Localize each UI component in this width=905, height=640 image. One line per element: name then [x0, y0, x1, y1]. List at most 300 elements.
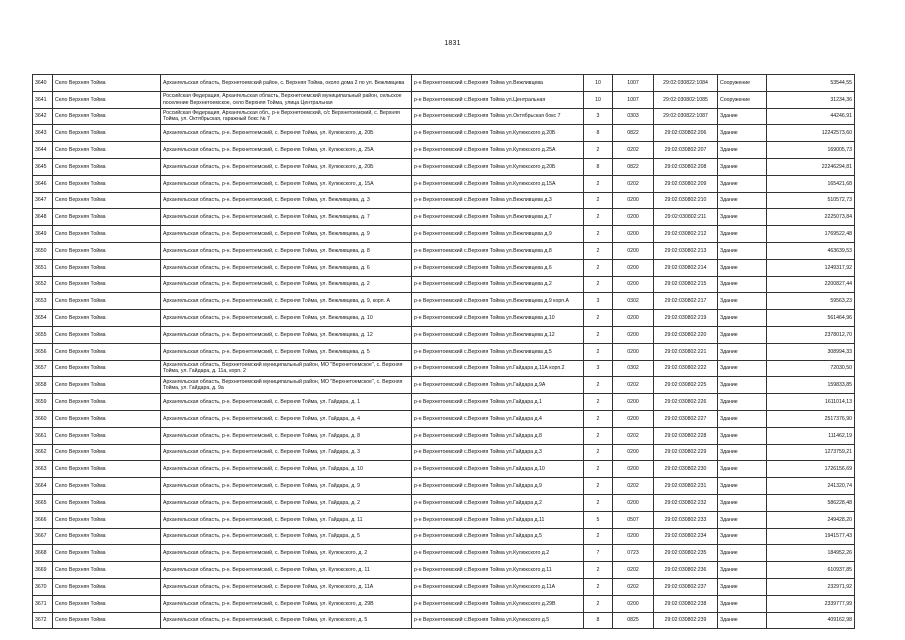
- table-row: [33, 242, 855, 259]
- cadastral-value-cell: 184952,26: [767, 545, 855, 562]
- address-alt-cell: р-н Верхнетоемский с.Верхняя Тойма ул.Кулюкского д.2: [412, 545, 584, 562]
- address-cell: Архангельская область, р-н. Верхнетоемский, с. Верхняя Тойма, ул. Гайдара, д. 5: [161, 528, 412, 545]
- object-type-cell: Здание: [718, 276, 767, 293]
- row-number: 3666: [33, 511, 53, 528]
- object-type-cell: Здание: [718, 310, 767, 327]
- row-number: 3655: [33, 326, 53, 343]
- cadastral-value-cell: 1941577,43: [767, 528, 855, 545]
- address-alt-cell: р-н Верхнетоемский с.Верхняя Тойма ул.Кулюкского д.5: [412, 612, 584, 629]
- address-alt-cell: р-н Верхнетоемский с.Верхняя Тойма ул.Вежливцева д.6: [412, 259, 584, 276]
- object-type-cell: Здание: [718, 377, 767, 394]
- settlement-name: Село Верхняя Тойма: [53, 209, 161, 226]
- table-row: [33, 427, 855, 444]
- row-number: 3648: [33, 209, 53, 226]
- table-row: [33, 326, 855, 343]
- code-cell: 2: [584, 209, 613, 226]
- code-cell: 2: [584, 410, 613, 427]
- settlement-name: Село Верхняя Тойма: [53, 612, 161, 629]
- type-code-cell: 0202: [613, 377, 654, 394]
- settlement-name: Село Верхняя Тойма: [53, 158, 161, 175]
- code-cell: 2: [584, 461, 613, 478]
- cadastral-number-cell: 29:02:030802:215: [654, 276, 718, 293]
- row-number: 3672: [33, 612, 53, 629]
- row-number: 3663: [33, 461, 53, 478]
- cadastral-value-cell: 165421,68: [767, 175, 855, 192]
- address-cell: Архангельская область, р-н. Верхнетоемский, с. Верхняя Тойма, ул. Гайдара, д. 4: [161, 410, 412, 427]
- cadastral-value-cell: 72030,50: [767, 360, 855, 377]
- table-row: [33, 461, 855, 478]
- address-alt-cell: р-н Верхнетоемский с.Верхняя Тойма ул.Кулюкского д.11А: [412, 578, 584, 595]
- object-type-cell: Здание: [718, 578, 767, 595]
- cadastral-number-cell: 29:02:030802:214: [654, 259, 718, 276]
- table-row: [33, 91, 855, 108]
- code-cell: 2: [584, 242, 613, 259]
- cadastral-number-cell: 29:02:030802:222: [654, 360, 718, 377]
- object-type-cell: Здание: [718, 242, 767, 259]
- address-alt-cell: р-н Верхнетоемский с.Верхняя Тойма ул.Гайдара д.1: [412, 394, 584, 411]
- address-alt-cell: р-н Верхнетоемский с.Верхняя Тойма ул.Гайдара д.11: [412, 511, 584, 528]
- settlement-name: Село Верхняя Тойма: [53, 276, 161, 293]
- cadastral-value-cell: 510572,73: [767, 192, 855, 209]
- address-alt-cell: р-н Верхнетоемский с.Верхняя Тойма ул.Кулюкского д.20Б: [412, 158, 584, 175]
- cadastral-number-cell: 29:02:030802:229: [654, 444, 718, 461]
- address-alt-cell: р-н Верхнетоемский с.Верхняя Тойма ул.Октябрьская бокс 7: [412, 108, 584, 125]
- code-cell: 2: [584, 192, 613, 209]
- table-row: [33, 595, 855, 612]
- cadastral-number-cell: 29:02:030802:238: [654, 595, 718, 612]
- settlement-name: Село Верхняя Тойма: [53, 595, 161, 612]
- type-code-cell: 0200: [613, 343, 654, 360]
- cadastral-number-cell: 29:02:030802:209: [654, 175, 718, 192]
- row-number: 3651: [33, 259, 53, 276]
- type-code-cell: 0200: [613, 326, 654, 343]
- table-row: [33, 394, 855, 411]
- object-type-cell: Здание: [718, 528, 767, 545]
- cadastral-value-cell: 44246,91: [767, 108, 855, 125]
- code-cell: 2: [584, 494, 613, 511]
- type-code-cell: 0200: [613, 276, 654, 293]
- address-cell: Архангельская область, р-н. Верхнетоемский, с. Верхняя Тойма, ул. Гайдара, д. 9: [161, 478, 412, 495]
- address-cell: Архангельская область, р-н. Верхнетоемский, с. Верхняя Тойма, ул. Гайдара, д. 11: [161, 511, 412, 528]
- row-number: 3661: [33, 427, 53, 444]
- settlement-name: Село Верхняя Тойма: [53, 142, 161, 159]
- code-cell: 2: [584, 326, 613, 343]
- cadastral-value-cell: 12242573,60: [767, 125, 855, 142]
- object-type-cell: Здание: [718, 612, 767, 629]
- cadastral-value-cell: 2339777,99: [767, 595, 855, 612]
- address-alt-cell: р-н Верхнетоемский с.Верхняя Тойма ул.Вежливцева д.9 корп.А: [412, 293, 584, 310]
- address-cell: Архангельская область, р-н. Верхнетоемский, с. Верхняя Тойма, ул. Гайдара, д. 3: [161, 444, 412, 461]
- settlement-name: Село Верхняя Тойма: [53, 360, 161, 377]
- table-row: [33, 494, 855, 511]
- code-cell: 10: [584, 91, 613, 108]
- object-type-cell: Здание: [718, 259, 767, 276]
- cadastral-value-cell: 241320,74: [767, 478, 855, 495]
- settlement-name: Село Верхняя Тойма: [53, 410, 161, 427]
- object-type-cell: Здание: [718, 394, 767, 411]
- code-cell: 3: [584, 360, 613, 377]
- cadastral-value-cell: 1611014,13: [767, 394, 855, 411]
- address-cell: Архангельская область, р-н. Верхнетоемский, с. Верхняя Тойма, ул. Кулюкского, д. 20Б: [161, 125, 412, 142]
- object-type-cell: Здание: [718, 562, 767, 579]
- code-cell: 2: [584, 595, 613, 612]
- address-alt-cell: р-н Верхнетоемский с.Верхняя Тойма ул.Кулюкского д.11: [412, 562, 584, 579]
- settlement-name: Село Верхняя Тойма: [53, 226, 161, 243]
- settlement-name: Село Верхняя Тойма: [53, 326, 161, 343]
- cadastral-number-cell: 29:02:030802:232: [654, 494, 718, 511]
- object-type-cell: Здание: [718, 293, 767, 310]
- type-code-cell: 0200: [613, 209, 654, 226]
- cadastral-number-cell: 29:02:030802:206: [654, 125, 718, 142]
- object-type-cell: Здание: [718, 142, 767, 159]
- cadastral-number-cell: 29:02:030802:212: [654, 226, 718, 243]
- address-alt-cell: р-н Верхнетоемский с.Верхняя Тойма ул.Вежливцева: [412, 75, 584, 92]
- row-number: 3640: [33, 75, 53, 92]
- code-cell: 2: [584, 444, 613, 461]
- address-cell: Архангельская область, Верхнетоемский район, с. Верхняя Тойма, около дома 2 по ул. Вежливцева: [161, 75, 412, 92]
- cadastral-number-cell: 29:02:030802:226: [654, 394, 718, 411]
- settlement-name: Село Верхняя Тойма: [53, 578, 161, 595]
- settlement-name: Село Верхняя Тойма: [53, 175, 161, 192]
- cadastral-value-cell: 249428,20: [767, 511, 855, 528]
- cadastral-value-cell: 111462,19: [767, 427, 855, 444]
- table-row: [33, 192, 855, 209]
- table-row: [33, 125, 855, 142]
- type-code-cell: 0302: [613, 360, 654, 377]
- table-row: [33, 545, 855, 562]
- row-number: 3657: [33, 360, 53, 377]
- address-alt-cell: р-н Верхнетоемский с.Верхняя Тойма ул.Вежливцева д.12: [412, 326, 584, 343]
- code-cell: 2: [584, 377, 613, 394]
- type-code-cell: 0200: [613, 444, 654, 461]
- cadastral-number-cell: 29:02:030802:228: [654, 427, 718, 444]
- type-code-cell: 0822: [613, 158, 654, 175]
- address-cell: Архангельская область, р-н. Верхнетоемский, с. Верхняя Тойма, ул. Вежливцева, д. 8: [161, 242, 412, 259]
- code-cell: 3: [584, 108, 613, 125]
- table-row: [33, 360, 855, 377]
- row-number: 3662: [33, 444, 53, 461]
- cadastral-number-cell: 29:02:030802:236: [654, 562, 718, 579]
- settlement-name: Село Верхняя Тойма: [53, 562, 161, 579]
- object-type-cell: Сооружение: [718, 75, 767, 92]
- object-type-cell: Здание: [718, 360, 767, 377]
- row-number: 3665: [33, 494, 53, 511]
- row-number: 3642: [33, 108, 53, 125]
- object-type-cell: Сооружение: [718, 91, 767, 108]
- address-cell: Архангельская область, р-н. Верхнетоемский, с. Верхняя Тойма, ул. Вежливцева, д. 3: [161, 192, 412, 209]
- cadastral-number-cell: 29:02:030802:234: [654, 528, 718, 545]
- address-cell: Архангельская область, р-н. Верхнетоемский, с. Верхняя Тойма, ул. Кулюкского, д. 2: [161, 545, 412, 562]
- row-number: 3671: [33, 595, 53, 612]
- cadastral-value-cell: 2378012,70: [767, 326, 855, 343]
- address-alt-cell: р-н Верхнетоемский с.Верхняя Тойма ул.Кулюкского д.20Б: [412, 125, 584, 142]
- cadastral-number-cell: 29:02:030802:217: [654, 293, 718, 310]
- cadastral-value-cell: 2517376,90: [767, 410, 855, 427]
- row-number: 3668: [33, 545, 53, 562]
- type-code-cell: 0200: [613, 310, 654, 327]
- address-alt-cell: р-н Верхнетоемский с.Верхняя Тойма ул.Вежливцева д.5: [412, 343, 584, 360]
- address-cell: Архангельская область, р-н. Верхнетоемский, с. Верхняя Тойма, ул. Гайдара, д. 8: [161, 427, 412, 444]
- table-row: [33, 75, 855, 92]
- table-row: [33, 612, 855, 629]
- address-cell: Архангельская область, р-н. Верхнетоемский, с. Верхняя Тойма, ул. Кулюкского, д. 11: [161, 562, 412, 579]
- settlement-name: Село Верхняя Тойма: [53, 511, 161, 528]
- object-type-cell: Здание: [718, 478, 767, 495]
- address-cell: Архангельская область, р-н. Верхнетоемский, с. Верхняя Тойма, ул. Вежливцева, д. 9: [161, 226, 412, 243]
- object-type-cell: Здание: [718, 175, 767, 192]
- cadastral-value-cell: 22246294,81: [767, 158, 855, 175]
- address-alt-cell: р-н Верхнетоемский с.Верхняя Тойма ул.Кулюкского д.25А: [412, 142, 584, 159]
- cadastral-number-cell: 29:02:030802:225: [654, 377, 718, 394]
- type-code-cell: 0825: [613, 612, 654, 629]
- object-type-cell: Здание: [718, 595, 767, 612]
- table-row: [33, 528, 855, 545]
- cadastral-number-cell: 29:02:030802:220: [654, 326, 718, 343]
- address-cell: Архангельская область, р-н. Верхнетоемский, с. Верхняя Тойма, ул. Кулюкского, д. 11А: [161, 578, 412, 595]
- page-number: 1831: [444, 40, 461, 47]
- object-type-cell: Здание: [718, 444, 767, 461]
- address-cell: Архангельская область, р-н. Верхнетоемский, с. Верхняя Тойма, ул. Гайдара, д. 1: [161, 394, 412, 411]
- row-number: 3649: [33, 226, 53, 243]
- table-row: [33, 578, 855, 595]
- address-cell: Архангельская область, р-н. Верхнетоемский, с. Верхняя Тойма, ул. Вежливцева, д. 12: [161, 326, 412, 343]
- table-row: [33, 209, 855, 226]
- type-code-cell: 0303: [613, 108, 654, 125]
- row-number: 3653: [33, 293, 53, 310]
- cadastral-value-cell: 1249317,92: [767, 259, 855, 276]
- object-type-cell: Здание: [718, 158, 767, 175]
- address-alt-cell: р-н Верхнетоемский с.Верхняя Тойма ул.Вежливцева д.3: [412, 192, 584, 209]
- address-cell: Архангельская область, р-н. Верхнетоемский, с. Верхняя Тойма, ул. Кулюкского, д. 5: [161, 612, 412, 629]
- type-code-cell: 0202: [613, 427, 654, 444]
- code-cell: 2: [584, 528, 613, 545]
- address-alt-cell: р-н Верхнетоемский с.Верхняя Тойма ул.Гайдара д.11А корп.2: [412, 360, 584, 377]
- code-cell: 2: [584, 226, 613, 243]
- row-number: 3659: [33, 394, 53, 411]
- object-type-cell: Здание: [718, 209, 767, 226]
- code-cell: 2: [584, 343, 613, 360]
- cadastral-number-cell: 29:02:030802:227: [654, 410, 718, 427]
- object-type-cell: Здание: [718, 192, 767, 209]
- type-code-cell: 0200: [613, 595, 654, 612]
- address-alt-cell: р-н Верхнетоемский с.Верхняя Тойма ул.Гайдара д.10: [412, 461, 584, 478]
- table-row: [33, 142, 855, 159]
- settlement-name: Село Верхняя Тойма: [53, 461, 161, 478]
- cadastral-number-cell: 29:02:030802:211: [654, 209, 718, 226]
- code-cell: 2: [584, 427, 613, 444]
- row-number: 3664: [33, 478, 53, 495]
- code-cell: 2: [584, 175, 613, 192]
- code-cell: 2: [584, 276, 613, 293]
- table-row: [33, 276, 855, 293]
- cadastral-number-cell: 29:02:030802:239: [654, 612, 718, 629]
- address-cell: Архангельская область, р-н. Верхнетоемский, с. Верхняя Тойма, ул. Кулюкского, д. 25А: [161, 142, 412, 159]
- table-row: [33, 377, 855, 394]
- cadastral-number-cell: 29:02:030802:233: [654, 511, 718, 528]
- type-code-cell: 0723: [613, 545, 654, 562]
- cadastral-value-cell: 1273759,21: [767, 444, 855, 461]
- type-code-cell: 0302: [613, 293, 654, 310]
- type-code-cell: 0822: [613, 125, 654, 142]
- cadastral-value-cell: 159833,85: [767, 377, 855, 394]
- type-code-cell: 0200: [613, 226, 654, 243]
- row-number: 3660: [33, 410, 53, 427]
- cadastral-number-cell: 29:02:030802:213: [654, 242, 718, 259]
- object-type-cell: Здание: [718, 461, 767, 478]
- table-row: [33, 511, 855, 528]
- cadastral-value-cell: 2200827,44: [767, 276, 855, 293]
- address-alt-cell: р-н Верхнетоемский с.Верхняя Тойма ул.Гайдара д.4: [412, 410, 584, 427]
- cadastral-value-cell: 31234,36: [767, 91, 855, 108]
- address-cell: Российская Федерация, Архангельская область, Верхнетоемский муниципальный район, сельское поселение Верхнетоемское, село Верхняя Тойма, улица Центральная: [161, 91, 412, 108]
- address-cell: Архангельская область, р-н. Верхнетоемский, с. Верхняя Тойма, ул. Вежливцева, д. 9, корп. А: [161, 293, 412, 310]
- address-alt-cell: р-н Верхнетоемский с.Верхняя Тойма ул.Гайдара д.3: [412, 444, 584, 461]
- address-cell: Архангельская область, р-н. Верхнетоемский, с. Верхняя Тойма, ул. Кулюкского, д. 15А: [161, 175, 412, 192]
- address-alt-cell: р-н Верхнетоемский с.Верхняя Тойма ул.Вежливцева д.10: [412, 310, 584, 327]
- table-row: [33, 175, 855, 192]
- code-cell: 8: [584, 612, 613, 629]
- code-cell: 2: [584, 578, 613, 595]
- row-number: 3658: [33, 377, 53, 394]
- row-number: 3646: [33, 175, 53, 192]
- type-code-cell: 0200: [613, 259, 654, 276]
- type-code-cell: 0202: [613, 562, 654, 579]
- code-cell: 2: [584, 394, 613, 411]
- object-type-cell: Здание: [718, 511, 767, 528]
- code-cell: 2: [584, 142, 613, 159]
- table-row: [33, 108, 855, 125]
- code-cell: 7: [584, 545, 613, 562]
- address-alt-cell: р-н Верхнетоемский с.Верхняя Тойма ул.Кулюкского д.29В: [412, 595, 584, 612]
- address-cell: Архангельская область, р-н. Верхнетоемский, с. Верхняя Тойма, ул. Вежливцева, д. 5: [161, 343, 412, 360]
- settlement-name: Село Верхняя Тойма: [53, 91, 161, 108]
- address-cell: Архангельская область, р-н. Верхнетоемский, с. Верхняя Тойма, ул. Вежливцева, д. 7: [161, 209, 412, 226]
- address-cell: Архангельская область, р-н. Верхнетоемский, с. Верхняя Тойма, ул. Гайдара, д. 10: [161, 461, 412, 478]
- row-number: 3667: [33, 528, 53, 545]
- row-number: 3644: [33, 142, 53, 159]
- address-alt-cell: р-н Верхнетоемский с.Верхняя Тойма ул.Гайдара д.8: [412, 427, 584, 444]
- table-row: [33, 478, 855, 495]
- settlement-name: Село Верхняя Тойма: [53, 377, 161, 394]
- settlement-name: Село Верхняя Тойма: [53, 545, 161, 562]
- address-alt-cell: р-н Верхнетоемский с.Верхняя Тойма ул.Вежливцева д.9: [412, 226, 584, 243]
- row-number: 3647: [33, 192, 53, 209]
- type-code-cell: 0200: [613, 192, 654, 209]
- type-code-cell: 0202: [613, 142, 654, 159]
- cadastral-number-cell: 29:02:030802:237: [654, 578, 718, 595]
- cadastral-value-cell: 610937,85: [767, 562, 855, 579]
- cadastral-number-cell: 29:02:030802:231: [654, 478, 718, 495]
- table-row: [33, 310, 855, 327]
- row-number: 3656: [33, 343, 53, 360]
- code-cell: 5: [584, 511, 613, 528]
- type-code-cell: 1007: [613, 91, 654, 108]
- row-number: 3641: [33, 91, 53, 108]
- row-number: 3645: [33, 158, 53, 175]
- code-cell: 8: [584, 158, 613, 175]
- cadastral-number-cell: 29:02:030802:208: [654, 158, 718, 175]
- cadastral-number-cell: 29:02:030802:1085: [654, 91, 718, 108]
- settlement-name: Село Верхняя Тойма: [53, 259, 161, 276]
- settlement-name: Село Верхняя Тойма: [53, 394, 161, 411]
- type-code-cell: 0200: [613, 528, 654, 545]
- address-alt-cell: р-н Верхнетоемский с.Верхняя Тойма ул.Вежливцева д.8: [412, 242, 584, 259]
- code-cell: 3: [584, 293, 613, 310]
- table-row: [33, 226, 855, 243]
- settlement-name: Село Верхняя Тойма: [53, 192, 161, 209]
- type-code-cell: 1007: [613, 75, 654, 92]
- code-cell: 8: [584, 125, 613, 142]
- cadastral-number-cell: 29:02:030822:1087: [654, 108, 718, 125]
- settlement-name: Село Верхняя Тойма: [53, 310, 161, 327]
- cadastral-number-cell: 29:02:030802:219: [654, 310, 718, 327]
- cadastral-value-cell: 59563,23: [767, 293, 855, 310]
- object-type-cell: Здание: [718, 427, 767, 444]
- address-alt-cell: р-н Верхнетоемский с.Верхняя Тойма ул.Кулюкского д.15А: [412, 175, 584, 192]
- cadastral-number-cell: 29:02:030802:230: [654, 461, 718, 478]
- address-cell: Архангельская область, р-н. Верхнетоемский, с. Верхняя Тойма, ул. Вежливцева, д. 2: [161, 276, 412, 293]
- object-type-cell: Здание: [718, 494, 767, 511]
- object-type-cell: Здание: [718, 410, 767, 427]
- table-row: [33, 343, 855, 360]
- cadastral-value-cell: 409162,98: [767, 612, 855, 629]
- cadastral-number-cell: 29:02:030802:210: [654, 192, 718, 209]
- address-cell: Архангельская область, р-н. Верхнетоемский, с. Верхняя Тойма, ул. Кулюкского, д. 20Б: [161, 158, 412, 175]
- address-alt-cell: р-н Верхнетоемский с.Верхняя Тойма ул.Гайдара д.9А: [412, 377, 584, 394]
- type-code-cell: 0202: [613, 175, 654, 192]
- table-row: [33, 259, 855, 276]
- settlement-name: Село Верхняя Тойма: [53, 293, 161, 310]
- settlement-name: Село Верхняя Тойма: [53, 242, 161, 259]
- code-cell: 2: [584, 562, 613, 579]
- address-alt-cell: р-н Верхнетоемский с.Верхняя Тойма ул.Центральная: [412, 91, 584, 108]
- table-row: [33, 562, 855, 579]
- settlement-name: Село Верхняя Тойма: [53, 75, 161, 92]
- table-row: [33, 410, 855, 427]
- row-number: 3669: [33, 562, 53, 579]
- address-cell: Архангельская область, Верхнетоемский муниципальный район, МО "Верхнетоемское", с. Верхняя Тойма, ул. Гайдара, д. 9а: [161, 377, 412, 394]
- address-cell: Архангельская область, р-н. Верхнетоемский, с. Верхняя Тойма, ул. Гайдара, д. 2: [161, 494, 412, 511]
- address-alt-cell: р-н Верхнетоемский с.Верхняя Тойма ул.Гайдара д.5: [412, 528, 584, 545]
- cadastral-value-cell: 232971,92: [767, 578, 855, 595]
- object-type-cell: Здание: [718, 326, 767, 343]
- settlement-name: Село Верхняя Тойма: [53, 444, 161, 461]
- object-type-cell: Здание: [718, 226, 767, 243]
- cadastral-value-cell: 1726156,69: [767, 461, 855, 478]
- code-cell: 10: [584, 75, 613, 92]
- address-cell: Архангельская область, р-н. Верхнетоемский, с. Верхняя Тойма, ул. Кулюкского, д. 29В: [161, 595, 412, 612]
- address-alt-cell: р-н Верхнетоемский с.Верхняя Тойма ул.Вежливцева д.2: [412, 276, 584, 293]
- row-number: 3650: [33, 242, 53, 259]
- address-cell: Архангельская область, Верхнетоемский муниципальный район, МО "Верхнетоемское", с. Верхняя Тойма, ул. Гайдара, д. 11а, корп. 2: [161, 360, 412, 377]
- type-code-cell: 0202: [613, 478, 654, 495]
- cadastral-number-cell: 29:02:030822:1084: [654, 75, 718, 92]
- table-row: [33, 293, 855, 310]
- table-row: [33, 158, 855, 175]
- address-alt-cell: р-н Верхнетоемский с.Верхняя Тойма ул.Вежливцева д.7: [412, 209, 584, 226]
- address-cell: Российская Федерация, Архангельская обл., р-н Верхнетоемский, с/с Верхнетоемский, с. Верхняя Тойма, ул. Октябрьская, гаражный бокс № 7: [161, 108, 412, 125]
- address-alt-cell: р-н Верхнетоемский с.Верхняя Тойма ул.Гайдара д.9: [412, 478, 584, 495]
- cadastral-value-cell: 169005,73: [767, 142, 855, 159]
- type-code-cell: 0507: [613, 511, 654, 528]
- settlement-name: Село Верхняя Тойма: [53, 478, 161, 495]
- cadastral-value-cell: 463639,53: [767, 242, 855, 259]
- settlement-name: Село Верхняя Тойма: [53, 528, 161, 545]
- settlement-name: Село Верхняя Тойма: [53, 125, 161, 142]
- cadastral-value-cell: 586228,48: [767, 494, 855, 511]
- cadastral-value-cell: 2225073,84: [767, 209, 855, 226]
- cadastral-value-cell: 53544,55: [767, 75, 855, 92]
